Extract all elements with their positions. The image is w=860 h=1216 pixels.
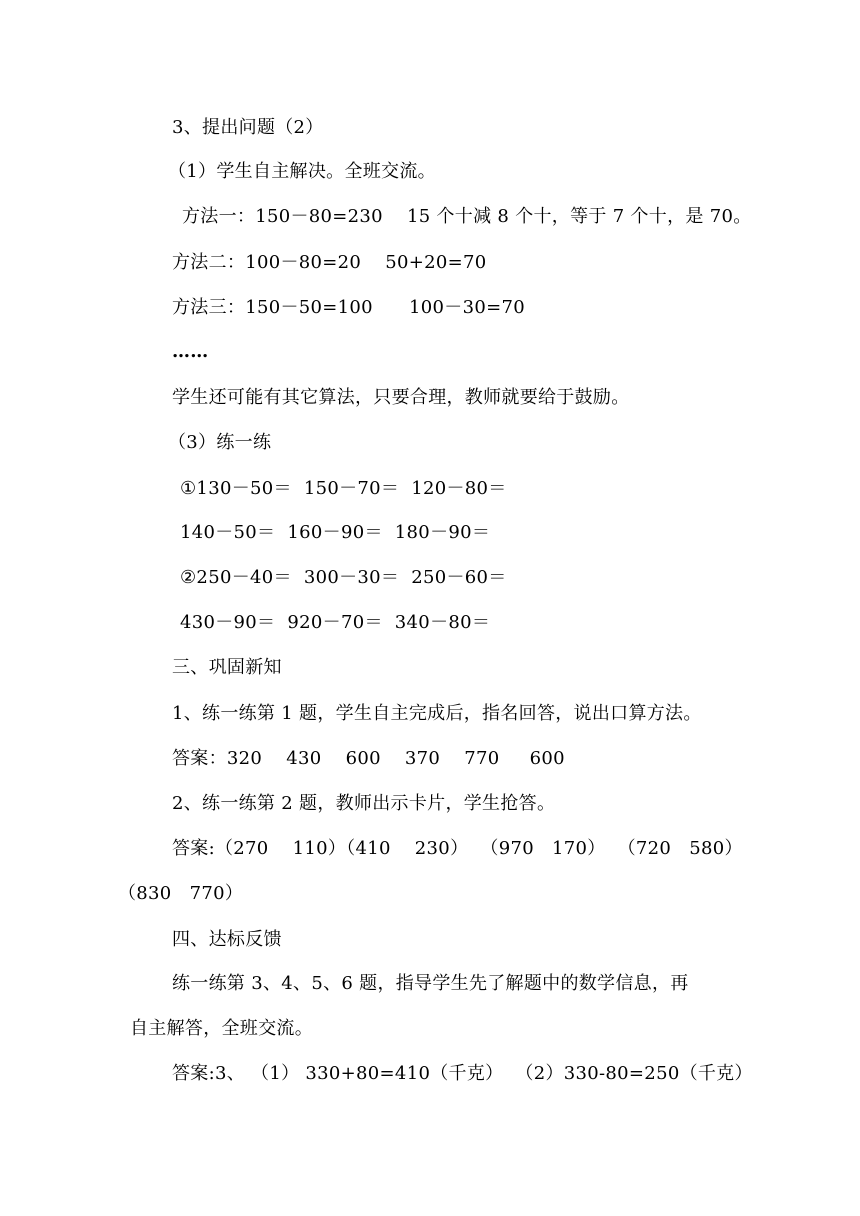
exercise-2-answers-continued: （830 770） bbox=[118, 883, 244, 904]
ellipsis: …… bbox=[172, 341, 209, 362]
section-heading-feedback: 四、达标反馈 bbox=[172, 929, 282, 950]
note-other-methods: 学生还可能有其它算法，只要合理，教师就要给于鼓励。 bbox=[172, 387, 630, 408]
section-heading-propose-question-2: 3、提出问题（2） bbox=[172, 117, 324, 138]
step-students-solve: （1）学生自主解决。全班交流。 bbox=[168, 161, 436, 182]
exercise-3-6-instruction: 练一练第 3、4、5、6 题，指导学生先了解题中的数学信息，再 bbox=[172, 973, 689, 994]
practice-row-2: 140－50＝ 160－90＝ 180－90＝ bbox=[180, 522, 491, 543]
exercise-2-instruction: 2、练一练第 2 题，教师出示卡片，学生抢答。 bbox=[172, 793, 556, 814]
practice-heading: （3）练一练 bbox=[168, 432, 272, 453]
method-three: 方法三：150－50=100 100－30=70 bbox=[172, 297, 525, 318]
section-heading-consolidate: 三、巩固新知 bbox=[172, 657, 282, 678]
practice-row-1: ①130－50＝ 150－70＝ 120－80＝ bbox=[180, 478, 507, 499]
exercise-1-instruction: 1、练一练第 1 题，学生自主完成后，指名回答，说出口算方法。 bbox=[172, 703, 702, 724]
method-one: 方法一：150－80=230 15 个十减 8 个十，等于 7 个十，是 70。 bbox=[182, 206, 752, 227]
method-two: 方法二：100－80=20 50+20=70 bbox=[172, 252, 487, 273]
exercise-3-answers: 答案:3、 （1） 330+80=410（千克） （2）330-80=250（千克） bbox=[172, 1063, 753, 1084]
exercise-2-answers: 答案:（270 110）（410 230） （970 170） （720 580） bbox=[172, 838, 743, 859]
exercise-1-answers: 答案：320 430 600 370 770 600 bbox=[172, 748, 565, 769]
exercise-3-6-instruction-continued: 自主解答，全班交流。 bbox=[130, 1018, 313, 1039]
practice-row-4: 430－90＝ 920－70＝ 340－80＝ bbox=[180, 612, 491, 633]
practice-row-3: ②250－40＝ 300－30＝ 250－60＝ bbox=[180, 567, 507, 588]
